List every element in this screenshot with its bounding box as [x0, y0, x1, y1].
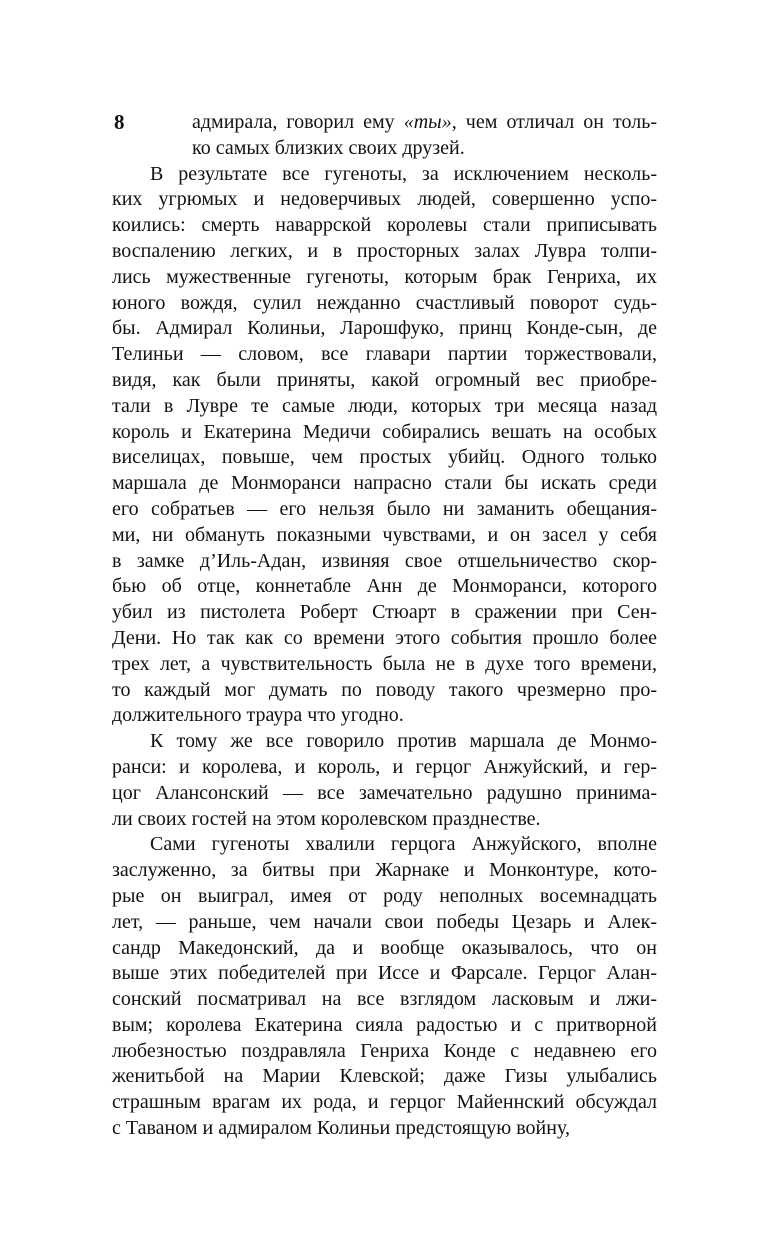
- paragraph: [112, 729, 657, 832]
- opening-line-2: ко самых близких своих друзей.: [192, 136, 465, 159]
- text-line: любезностью поздравляла Генриха Конде с недавнею его: [112, 1039, 657, 1062]
- text-line: Сами гугеноты хвалили герцога Анжуйского, вполне: [150, 833, 657, 856]
- text-line: юного вождя, сулил нежданно счастливый поворот судь-: [112, 291, 657, 314]
- paragraph: [112, 162, 657, 730]
- text-line: ми, ни обмануть показными чувствами, и он засел у себя: [112, 523, 657, 546]
- text-line: убил из пистолета Роберт Стюарт в сражении при Сен-: [112, 601, 657, 624]
- text-line: лись мужественные гугеноты, которым брак Генриха, их: [112, 265, 657, 288]
- text-line: рые он выиграл, имея от роду неполных восемнадцать: [112, 884, 657, 907]
- text-line: трех лет, а чувствительность была не в духе того времени,: [112, 652, 657, 675]
- text-line: виселицах, повыше, чем простых убийц. Одного только: [112, 446, 657, 469]
- opening-lines: [192, 110, 657, 162]
- text-line: воспалению легких, и в просторных залах Лувра толпи-: [112, 239, 657, 262]
- text-line: сонский посматривал на все взглядом ласковым и лжи-: [112, 988, 657, 1011]
- text-line: бы. Адмирал Колиньи, Ларошфуко, принц Конде-сын, де: [112, 317, 657, 340]
- text-line: К тому же все говорило против маршала де Монмо-: [150, 730, 657, 753]
- text-line: заслуженно, за битвы при Жарнаке и Монконтуре, кото-: [112, 859, 657, 882]
- opening-line-1-post: , чем отличал он толь-: [451, 111, 657, 133]
- text-line: с Таваном и адмиралом Колиньи предстоящую войну,: [112, 1117, 570, 1140]
- page-number: 8: [114, 110, 125, 134]
- opening-line-1-pre: адмирала, говорил ему: [192, 111, 404, 133]
- text-line: бью об отце, коннетабле Анн де Монморанси, которого: [112, 575, 657, 598]
- text-line: то каждый мог думать по поводу такого чрезмерно про-: [112, 678, 657, 701]
- text-line: цог Алансонский — все замечательно радушно принима-: [112, 781, 657, 804]
- text-line: ли своих гостей на этом королевском празднестве.: [112, 807, 541, 830]
- page-header-block: [112, 110, 657, 162]
- text-line: выше этих победителей при Иссе и Фарсале. Герцог Алан-: [112, 962, 657, 985]
- text-line: в замке д’Иль-Адан, извиняя свое отшельничество скор-: [112, 549, 657, 572]
- text-column: [112, 110, 657, 1142]
- text-line: Дени. Но так как со времени этого события прошло более: [112, 626, 657, 649]
- text-line: сандр Македонский, да и вообще оказывалось, что он: [112, 936, 657, 959]
- text-line: король и Екатерина Медичи собирались вешать на особых: [112, 420, 657, 443]
- opening-line-1-italic: «ты»: [403, 111, 452, 133]
- text-line: его собратьев — его нельзя было ни заманить обещания-: [112, 497, 657, 520]
- text-line: лет, — раньше, чем начали свои победы Цезарь и Алек-: [112, 910, 657, 933]
- text-line: Телиньи — словом, все главари партии торжествовали,: [112, 343, 657, 366]
- body-text: [112, 162, 657, 1142]
- text-line: видя, как были приняты, какой огромный вес приобре-: [112, 368, 657, 391]
- text-line: тали в Лувре те самые люди, которых три месяца назад: [112, 394, 657, 417]
- opening-line-1: [192, 110, 657, 136]
- text-line: женитьбой на Марии Клевской; даже Гизы улыбались: [112, 1065, 657, 1088]
- paragraph: [112, 832, 657, 1142]
- text-line: страшным врагам их рода, и герцог Майеннский обсуждал: [112, 1091, 657, 1114]
- text-line: маршала де Монморанси напрасно стали бы искать среди: [112, 472, 657, 495]
- text-line: должительного траура что угодно.: [112, 704, 404, 727]
- text-line: В результате все гугеноты, за исключением несколь-: [150, 162, 657, 185]
- text-line: ких угрюмых и недоверчивых людей, совершенно успо-: [112, 188, 657, 211]
- text-line: ранси: и королева, и король, и герцог Анжуйский, и гер-: [112, 755, 657, 778]
- text-line: вым; королева Екатерина сияла радостью и с притворной: [112, 1013, 657, 1036]
- text-line: коились: смерть наваррской королевы стали приписывать: [112, 214, 657, 237]
